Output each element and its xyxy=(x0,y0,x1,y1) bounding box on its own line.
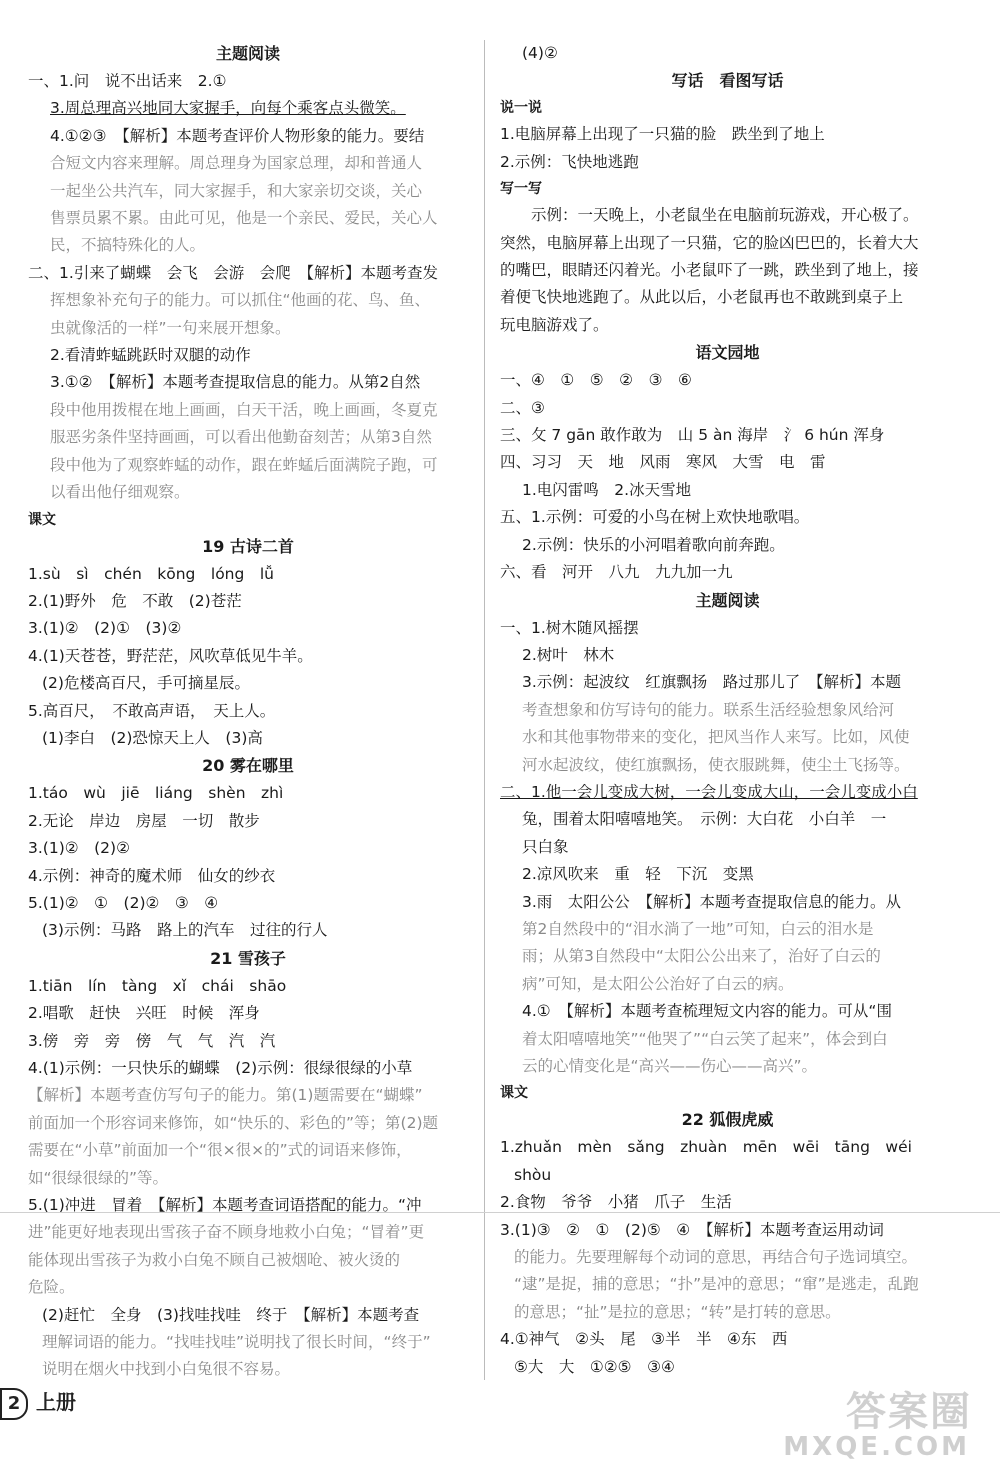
answer-line: 1.电闪雷鸣 2.冰天雪地 xyxy=(522,480,692,499)
answer-line: 1.电脑屏幕上出现了一只猫的脸 跌坐到了地上 xyxy=(500,125,825,144)
answer-line: (2)赶忙 全身 (3)找哇找哇 终于 【解析】本题考查 xyxy=(42,1305,420,1324)
answer-line: 5.(1)冲进 冒着 【解析】本题考查词语搭配的能力。“冲 xyxy=(28,1196,422,1215)
answer-line: 挥想象补充句子的能力。可以抓住“他画的花、鸟、鱼、 xyxy=(50,291,431,310)
answer-line: 3.(1)② (2)① (3)② xyxy=(28,619,182,638)
answer-line: 着太阳嘻嘻地笑”“他哭了”“白云笑了起来”，体会到白 xyxy=(522,1029,888,1048)
answer-line: 云的心情变化是“高兴——伤心——高兴”。 xyxy=(522,1057,818,1075)
answer-line: 以看出他仔细观察。 xyxy=(50,483,190,502)
answer-line: 二、1.他一会儿变成大树，一会儿变成大山，一会儿变成小白 xyxy=(500,782,918,801)
answer-line: 四、习习 天 地 风雨 寒风 大雪 电 雷 xyxy=(500,453,826,472)
section-title: 语文园地 xyxy=(695,343,760,363)
column-divider xyxy=(484,40,485,1380)
answer-line: 水和其他事物带来的变化，把风当作人来写。比如，风使 xyxy=(522,728,910,747)
answer-line: 4.(1)示例：一只快乐的蝴蝶 (2)示例：很绿很绿的小草 xyxy=(28,1059,413,1077)
answer-line: (3)示例：马路 路上的汽车 过往的行人 xyxy=(42,921,328,940)
subsection-label: 说一说 xyxy=(500,100,542,117)
answer-line: 二、1.引来了蝴蝶 会飞 会游 会爬 【解析】本题考查发 xyxy=(28,263,439,282)
answer-line: 考查想象和仿写诗句的能力。联系生活经验想象风给河 xyxy=(522,700,895,719)
answer-line: 5.(1)② ① (2)② ③ ④ xyxy=(28,893,219,912)
answer-line: 前面加一个形容词来修饰，如“快乐的、彩色的”等；第(2)题 xyxy=(28,1113,439,1132)
answer-line: 2.示例：快乐的小河唱着歌向前奔跑。 xyxy=(522,535,785,554)
section-title: 主题阅读 xyxy=(695,590,760,610)
answer-line: 只白象 xyxy=(522,837,569,856)
answer-line: 2.无论 岸边 房屋 一切 散步 xyxy=(28,811,260,830)
answer-line: 虫就像活的一样”一句来展开想象。 xyxy=(50,318,291,337)
section-title: 20 雾在哪里 xyxy=(202,756,294,776)
answer-line: 售票员累不累。由此可见，他是一个亲民、爱民，关心人 xyxy=(50,209,438,228)
answer-line: 3.周总理高兴地同大家握手，向每个乘客点头微笑。 xyxy=(50,99,406,118)
answer-line: 突然，电脑屏幕上出现了一只猫，它的脸凶巴巴的，长着大大 xyxy=(500,233,919,252)
answer-line: 六、看 河开 八九 九九加一九 xyxy=(500,563,733,582)
answer-line: 兔，围着太阳嘻嘻地笑。 示例：大白花 小白羊 一 xyxy=(522,810,887,829)
answer-line: 3.雨 太阳公公 【解析】本题考查提取信息的能力。从 xyxy=(522,892,902,911)
answer-line: 进”能更好地表现出雪孩子奋不顾身地救小白兔；“冒着”更 xyxy=(28,1223,425,1242)
answer-line: 示例：一天晚上，小老鼠坐在电脑前玩游戏，开心极了。 xyxy=(531,206,919,225)
answer-line: 2.示例：飞快地逃跑 xyxy=(500,152,639,171)
answer-line: 2.树叶 林木 xyxy=(522,645,615,664)
answer-line: 3.①② 【解析】本题考查提取信息的能力。从第2自然 xyxy=(50,373,421,392)
answer-line: 4.①②③ 【解析】本题考查评价人物形象的能力。要结 xyxy=(50,126,425,145)
answer-line: 1.táo wù jiē liáng shèn zhì xyxy=(28,784,284,803)
answer-line: 2.看清蚱蜢跳跃时双腿的动作 xyxy=(50,346,251,365)
answer-line: 民，不搞特殊化的人。 xyxy=(50,236,206,255)
answer-line: 第2自然段中的“泪水淌了一地”可知，白云的泪水是 xyxy=(522,919,874,938)
answer-line: 玩电脑游戏了。 xyxy=(500,315,609,334)
subsection-label: 写一写 xyxy=(500,181,542,198)
answer-line: 着便飞快地逃跑了。从此以后，小老鼠再也不敢跳到桌子上 xyxy=(500,288,904,307)
answer-line: 一起坐公共汽车，同大家握手，和大家亲切交谈，关心 xyxy=(50,181,423,200)
page-footer xyxy=(0,1386,76,1420)
subsection-label: 课文 xyxy=(28,511,56,528)
answer-line: “逮”是捉，捕的意思；“扑”是冲的意思；“窜”是逃走，乱跑 xyxy=(514,1275,919,1294)
section-title: 主题阅读 xyxy=(215,44,280,63)
answer-line: 一、④ ① ⑤ ② ③ ⑥ xyxy=(500,371,692,390)
answer-line: 4.① 【解析】本题考查梳理短文内容的能力。可从“围 xyxy=(522,1002,892,1021)
answer-line: 3.(1)③ ② ① (2)⑤ ④ 【解析】本题考查运用动词 xyxy=(500,1220,884,1239)
answer-line: 雨；从第3自然段中“太阳公公出来了，治好了白云的 xyxy=(522,947,881,966)
section-title: 21 雪孩子 xyxy=(210,948,286,968)
answer-line: 2.(1)野外 危 不敢 (2)苍茫 xyxy=(28,591,242,610)
answer-line: 【解析】本题考查仿写句子的能力。第(1)题需要在“蝴蝶” xyxy=(28,1086,423,1105)
answer-line: 1.tiān lín tàng xǐ chái shāo xyxy=(28,976,287,995)
answer-line: 的意思；“扯”是拉的意思；“转”是打转的意思。 xyxy=(514,1302,841,1321)
right-column xyxy=(500,40,955,1381)
answer-line: (2)危楼高百尺，手可摘星辰。 xyxy=(42,674,250,693)
answer-line: 需要在“小草”前面加一个“很×很×的”式的词语来修饰， xyxy=(28,1141,412,1160)
subsection-label: 课文 xyxy=(500,1085,528,1102)
answer-line: 3.示例：起波纹 红旗飘扬 路过那儿了 【解析】本题 xyxy=(522,673,902,692)
answer-line: 河水起波纹，使红旗飘扬，使衣服跳舞，使尘土飞扬等。 xyxy=(522,755,910,774)
answer-line: 的嘴巴，眼睛还闪着光。小老鼠吓了一跳，跌坐到了地上，接 xyxy=(500,261,919,280)
answer-line: 一、1.树木随风摇摆 xyxy=(500,618,639,637)
answer-line: 段中他用拨棍在地上画画，白天干活，晚上画画，冬夏克 xyxy=(50,400,438,419)
answer-line: 3.(1)② (2)② xyxy=(28,839,130,858)
answer-line: 1.sù sì chén kōng lóng lǚ xyxy=(28,564,274,583)
answer-line: 4.(1)天苍苍，野茫茫，风吹草低见牛羊。 xyxy=(28,646,313,665)
section-title: 写话 看图写话 xyxy=(671,71,784,91)
answer-line: 能体现出雪孩子为救小白兔不顾自己被烟呛、被火烫的 xyxy=(28,1250,401,1269)
watermark-url: MXQE.COM xyxy=(783,1432,970,1462)
answer-line: 二、③ xyxy=(500,398,545,417)
answer-line: 5.高百尺， 不敢高声语， 天上人。 xyxy=(28,701,276,720)
answer-line: 理解词语的能力。“找哇找哇”说明找了很长时间，“终于” xyxy=(42,1333,431,1352)
answer-line: 4.①神气 ②头 尾 ③半 半 ④东 西 xyxy=(500,1330,788,1349)
answer-line: 的能力。先要理解每个动词的意思，再结合句子选词填空。 xyxy=(514,1248,918,1267)
answer-line: 危险。 xyxy=(28,1278,75,1297)
section-title: 22 狐假虎威 xyxy=(681,1110,774,1130)
watermark-logo: 答案圈 xyxy=(846,1389,972,1435)
answer-line: (1)李白 (2)恐惊天上人 (3)高 xyxy=(42,728,263,747)
answer-line: 合短文内容来理解。周总理身为国家总理，却和普通人 xyxy=(50,154,423,173)
answer-line: 段中他为了观察蚱蜢的动作，跟在蚱蜢后面满院子跑，可 xyxy=(50,455,438,474)
answer-line: 1.zhuǎn mèn sǎng zhuàn mēn wēi tāng wéi xyxy=(500,1138,912,1157)
section-title: 19 古诗二首 xyxy=(202,536,294,556)
answer-line: 三、攵 7 gān 敢作敢为 山 5 àn 海岸 氵 6 hún 浑身 xyxy=(500,426,885,445)
answer-line: 2.唱歌 赶快 兴旺 时候 浑身 xyxy=(28,1004,260,1023)
answer-line: 服恶劣条件坚持画画，可以看出他勤奋刻苦；从第3自然 xyxy=(50,428,432,447)
answer-line: (4)② xyxy=(522,44,558,62)
answer-line: 4.示例：神奇的魔术师 仙女的纱衣 xyxy=(28,866,276,885)
left-column xyxy=(28,40,468,1384)
answer-line: 说明在烟火中找到小白兔很不容易。 xyxy=(42,1360,291,1379)
answer-line: shòu xyxy=(514,1165,552,1184)
volume-label: 上册 xyxy=(36,1390,76,1414)
answer-line: 2.凉风吹来 重 轻 下沉 变黑 xyxy=(522,865,754,884)
answer-line: ⑤大 大 ①②⑤ ③④ xyxy=(514,1357,675,1376)
answer-line: 一、1.问 说不出话来 2.① xyxy=(28,72,227,90)
answer-line: 如“很绿很绿的”等。 xyxy=(28,1168,169,1187)
answer-line: 3.傍 旁 旁 傍 气 气 汽 汽 xyxy=(28,1031,276,1050)
answer-line: 病”可知，是太阳公公治好了白云的病。 xyxy=(522,974,794,993)
answer-line: 2.食物 爷爷 小猪 爪子 生活 xyxy=(500,1193,732,1212)
page-number: 2 xyxy=(0,1388,28,1420)
answer-line: 五、1.示例：可爱的小鸟在树上欢快地歌唱。 xyxy=(500,508,810,527)
